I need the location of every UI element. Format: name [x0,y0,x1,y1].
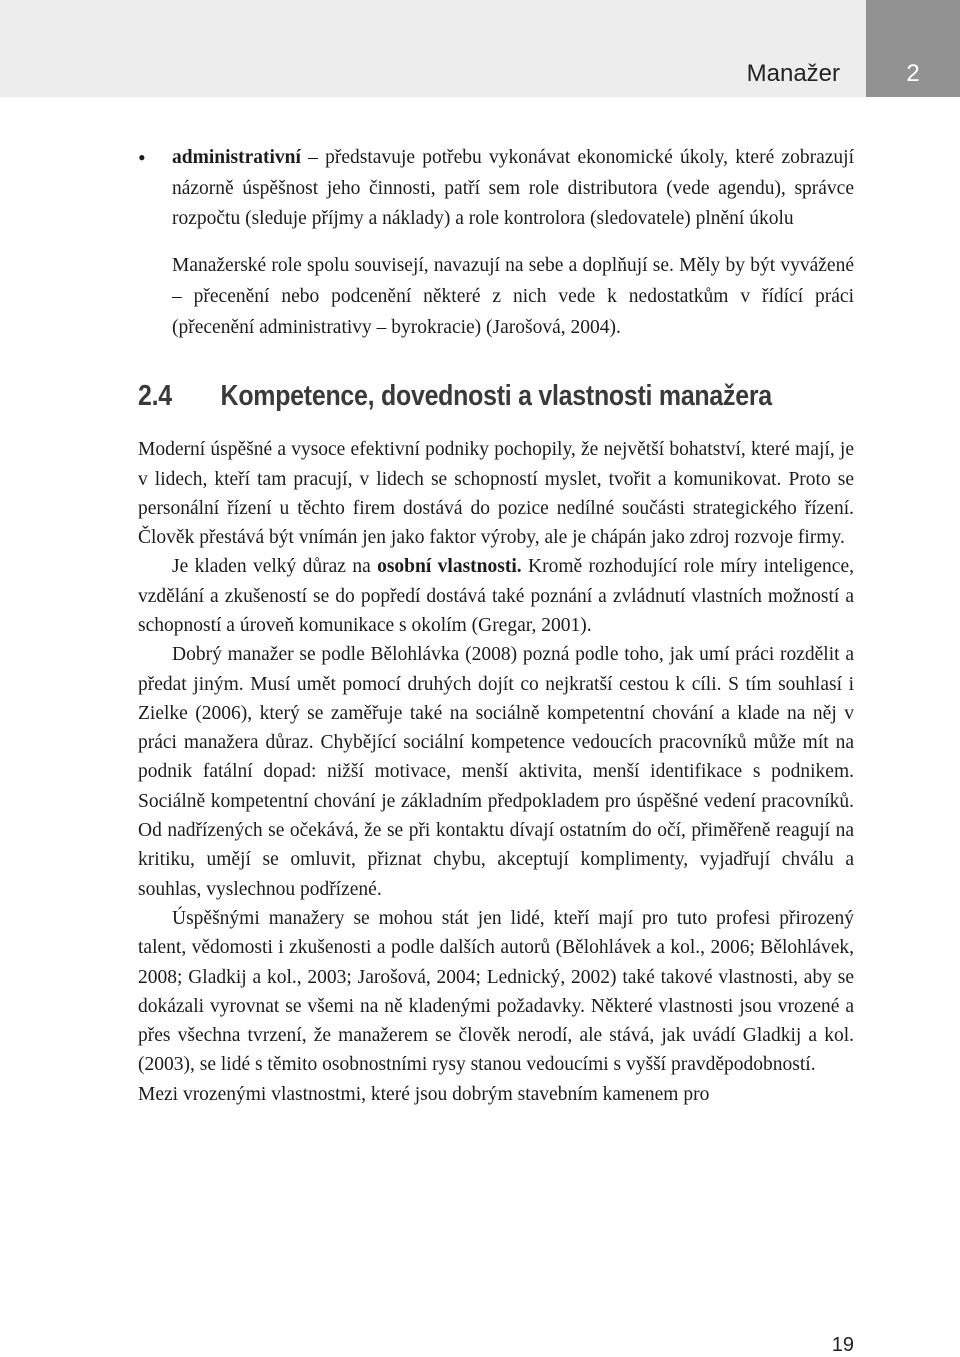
section-number: 2.4 [138,380,172,413]
paragraph-5: Mezi vrozenými vlastnostmi, které jsou dobrým stavebním kamenem pro [138,1083,710,1105]
section-title: Kompetence, dovednosti a vlastnosti manažera [220,380,772,413]
paragraph-4: Úspěšnými manažery se mohou stát jen lidé, kteří mají pro tuto profesi přirozený talent, vědomosti i zkušenosti a podle dalších autorů (Bělohlávek a kol., 2006; Bělohlávek, 2008; Gladkij a kol., 2003; Jarošová, 2004; Lednický, 2002) také takové vlastnosti, aby se dokázali vyrovnat se všemi na ně kladenými požadavky. Některé vlastnosti jsou vrozené a přes všechna tvrzení, že manažerem se člověk nerodí, ale stává, jak uvádí Gladkij a kol. (2003), se lidé s těmito osobnostními rysy stanou vedoucími s vyšší pravděpodobností. [138,907,854,1076]
running-header [0,0,866,97]
bullet-text: – představuje potřebu vykonávat ekonomické úkoly, které zobrazují názorně úspěšnost jeho činnosti, patří sem role distributora (vede agendu), správce rozpočtu (sleduje příjmy a náklady) a role kontrolora (sledovatele) plnění úkolu [172,147,854,230]
paragraph-2-start: Je kladen velký důraz na [172,556,378,578]
body-text [138,435,854,1109]
bullet-term: administrativní [172,147,301,168]
bullet-icon: • [138,145,146,170]
header-title: Manažer [746,60,840,87]
summary-paragraph: Manažerské role spolu souvisejí, navazují na sebe a doplňují se. Měly by být vyvážené – přecenění nebo podcenění některé z nich vede k nedostatkům v řídící práci (přecenění administrativy – byrokracie) (Jarošová, 2004). [172,255,854,338]
paragraph-2-emphasis: osobní vlastnosti. [377,556,522,578]
chapter-number: 2 [906,60,920,87]
section-heading [138,380,772,413]
page-number: 19 [831,1334,854,1356]
paragraph-1: Moderní úspěšné a vysoce efektivní podniky pochopily, že největší bohatství, které mají, je v lidech, kteří tam pracují, v lidech se schopností myslet, tvořit a komunikovat. Proto se personální řízení u těchto firem dostává do pozice nedílné součásti strategického řízení. Člověk přestává být vnímán jen jako faktor výroby, ale je chápán jako zdroj rozvoje firmy. [138,439,854,549]
bullet-item [138,143,854,235]
paragraph-2-end: Kromě rozhodující role míry inteligence, vzdělání a zkušeností se do popředí dostává také poznání a zvládnutí vlastních možností a schopností a úroveň komunikace s okolím (Gregar, 2001). [138,556,854,636]
page-content [138,143,854,1109]
chapter-tab [866,0,960,97]
paragraph-2 [138,552,854,640]
paragraph-3: Dobrý manažer se podle Bělohlávka (2008) pozná podle toho, jak umí práci rozdělit a předat jiným. Musí umět pomocí druhých dojít co nejkratší cestou k cíli. S tím souhlasí i Zielke (2006), který se zaměřuje také na sociálně kompetentní chování a klade na něj v práci manažera důraz. Chybějící sociální kompetence vedoucích pracovníků může mít na podnik fatální dopad: nižší motivace, menší aktivita, menší identifikace s podnikem. Sociálně kompetentní chování je základním předpokladem pro úspěšné vedení pracovníků. Od nadřízených se očekává, že se při kontaktu dívají ostatním do očí, přiměřeně reagují na kritiku, umějí se omluvit, přiznat chybu, akceptují komplimenty, vyjadřují chválu a souhlas, vyslechnou podřízené. [138,644,854,900]
